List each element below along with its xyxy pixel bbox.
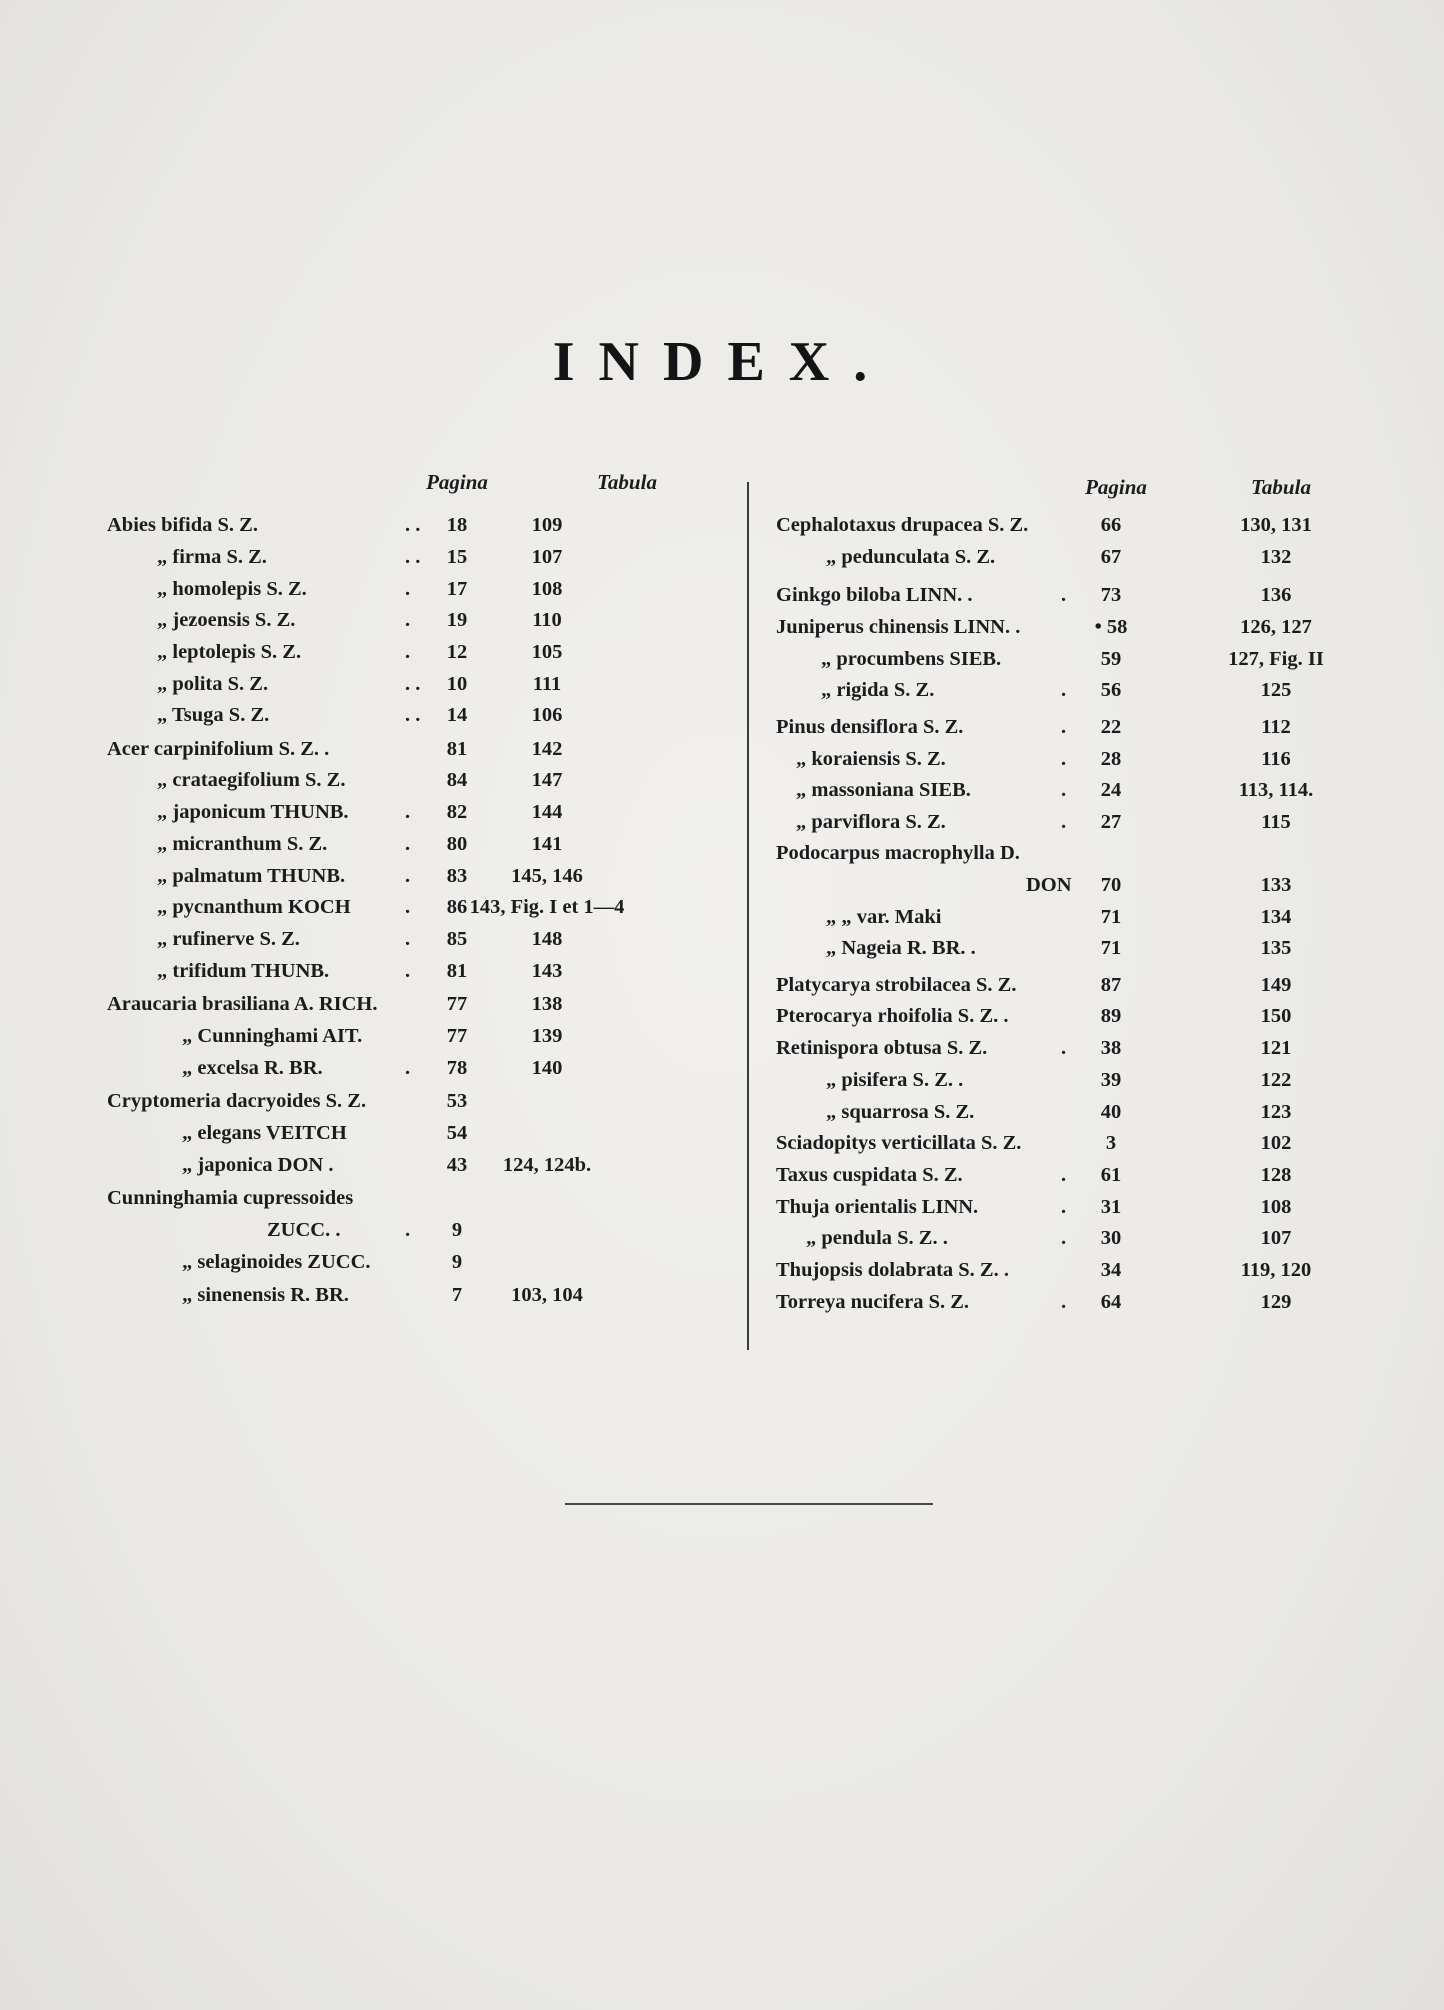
entry-name: Pterocarya rhoifolia S. Z. .: [776, 1005, 1009, 1027]
index-entry: [776, 1033, 1336, 1063]
entry-name: „ firma S. Z.: [157, 546, 267, 568]
entry-leader-dots: .: [405, 896, 411, 918]
entry-leader-dots: .: [405, 1057, 411, 1079]
index-entry: [776, 838, 1336, 868]
entry-pagina: 66: [1100, 514, 1122, 536]
entry-leader-dots: . .: [405, 546, 421, 568]
entry-tabula: 128: [1260, 1164, 1292, 1186]
index-entry: [776, 542, 1336, 572]
index-entry: [107, 892, 727, 922]
index-entry: [776, 933, 1336, 963]
index-entry: [107, 861, 727, 891]
entry-pagina: 78: [446, 1057, 468, 1079]
entry-leader-dots: .: [405, 833, 411, 855]
entry-pagina: 73: [1100, 584, 1122, 606]
entry-name: „ homolepis S. Z.: [157, 578, 307, 600]
index-entry: [776, 1255, 1336, 1285]
index-entry: [776, 1160, 1336, 1190]
entry-tabula: 122: [1260, 1069, 1292, 1091]
index-entry: [776, 1065, 1336, 1095]
entry-tabula: 133: [1260, 874, 1292, 896]
index-entry: [776, 775, 1336, 805]
entry-name: „ pendula S. Z. .: [806, 1227, 948, 1249]
entry-tabula: 126, 127: [1240, 616, 1312, 638]
entry-pagina: 9: [451, 1219, 463, 1241]
entry-leader-dots: .: [405, 928, 411, 950]
index-entry: [107, 797, 727, 827]
entry-tabula: 109: [531, 514, 563, 536]
entry-name: Torreya nucifera S. Z.: [776, 1291, 970, 1313]
entry-leader-dots: . .: [405, 673, 421, 695]
entry-tabula: 143: [531, 960, 563, 982]
header-tabula: Tabula: [1251, 475, 1311, 499]
index-entry: [776, 970, 1336, 1000]
entry-pagina: 77: [446, 1025, 468, 1047]
entry-name: „ koraiensis S. Z.: [796, 748, 946, 770]
entry-tabula: 110: [532, 609, 562, 631]
entry-pagina: 30: [1100, 1227, 1122, 1249]
index-entry: [107, 829, 727, 859]
index-entry: [776, 675, 1336, 705]
index-entry: [107, 1247, 727, 1277]
entry-pagina: 19: [446, 609, 468, 631]
entry-pagina: 24: [1100, 779, 1122, 801]
entry-pagina: 7: [451, 1284, 463, 1306]
entry-tabula: 149: [1260, 974, 1292, 996]
entry-leader-dots: . .: [405, 704, 421, 726]
entry-name: „ procumbens SIEB.: [821, 648, 1002, 670]
entry-tabula: 140: [531, 1057, 563, 1079]
entry-pagina: 77: [446, 993, 468, 1015]
header-pagina: Pagina: [1085, 475, 1147, 499]
entry-name: „ selaginoides ZUCC.: [182, 1251, 371, 1273]
index-entry: [776, 807, 1336, 837]
index-entry: [107, 700, 727, 730]
entry-pagina: 53: [446, 1090, 468, 1112]
entry-pagina: 59: [1100, 648, 1122, 670]
entry-name: Cephalotaxus drupacea S. Z.: [776, 514, 1029, 536]
index-entry: [107, 765, 727, 795]
index-entry: [107, 1021, 727, 1051]
entry-name: Taxus cuspidata S. Z.: [776, 1164, 963, 1186]
entry-pagina: 31: [1100, 1196, 1122, 1218]
entry-name: Sciadopitys verticillata S. Z.: [776, 1132, 1022, 1154]
entry-leader-dots: .: [405, 1219, 411, 1241]
entry-tabula: 144: [531, 801, 563, 823]
index-entry: [107, 989, 727, 1019]
index-entry: [776, 1001, 1336, 1031]
entry-tabula: 143, Fig. I et 1—4: [469, 896, 625, 918]
entry-name: „ palmatum THUNB.: [157, 865, 346, 887]
entry-pagina: 28: [1100, 748, 1122, 770]
entry-tabula: 127, Fig. II: [1228, 648, 1324, 670]
index-entry: [776, 580, 1336, 610]
entry-tabula: 135: [1260, 937, 1292, 959]
index-entry: [776, 1097, 1336, 1127]
index-entry: [107, 542, 727, 572]
page-title: INDEX.: [552, 331, 892, 393]
index-entry: [107, 924, 727, 954]
entry-tabula: 119, 120: [1240, 1259, 1312, 1281]
entry-leader-dots: .: [1061, 811, 1067, 833]
entry-pagina: • 58: [1094, 616, 1128, 638]
index-entry: [107, 1086, 727, 1116]
entry-tabula: 103, 104: [511, 1284, 583, 1306]
index-entry: [107, 1118, 727, 1148]
entry-tabula: 112: [1261, 716, 1291, 738]
entry-leader-dots: .: [1061, 1164, 1067, 1186]
entry-name: „ leptolepis S. Z.: [157, 641, 302, 663]
entry-name: „ excelsa R. BR.: [182, 1057, 323, 1079]
index-entry: [776, 510, 1336, 540]
entry-tabula: 116: [1261, 748, 1291, 770]
index-entry: [107, 1183, 727, 1213]
entry-tabula: 123: [1260, 1101, 1292, 1123]
entry-leader-dots: .: [405, 641, 411, 663]
header-tabula: Tabula: [597, 470, 657, 494]
index-entry: [776, 902, 1336, 932]
entry-tabula: 105: [531, 641, 563, 663]
index-entry: [107, 1280, 727, 1310]
entry-pagina: 18: [446, 514, 468, 536]
index-entry: [776, 1192, 1336, 1222]
entry-tabula: 107: [1260, 1227, 1292, 1249]
entry-tabula: 145, 146: [511, 865, 583, 887]
entry-tabula: 113, 114.: [1238, 779, 1314, 801]
entry-pagina: 70: [1100, 874, 1122, 896]
entry-leader-dots: . .: [405, 514, 421, 536]
bottom-rule: [565, 1503, 933, 1505]
entry-pagina: 9: [451, 1251, 463, 1273]
entry-tabula: 115: [1261, 811, 1291, 833]
index-entry: [776, 712, 1336, 742]
entry-tabula: 142: [531, 738, 563, 760]
entry-name: Acer carpinifolium S. Z. .: [107, 738, 330, 760]
index-entry: [107, 734, 727, 764]
entry-name: ZUCC. .: [267, 1219, 341, 1241]
entry-tabula: 134: [1260, 906, 1292, 928]
index-entry: [107, 956, 727, 986]
entry-name: Podocarpus macrophylla D.: [776, 842, 1020, 864]
entry-leader-dots: .: [1061, 584, 1067, 606]
entry-leader-dots: .: [405, 609, 411, 631]
index-entry: [776, 1287, 1336, 1317]
entry-pagina: 81: [446, 738, 468, 760]
entry-name: „ Nageia R. BR. .: [826, 937, 976, 959]
entry-pagina: 12: [446, 641, 468, 663]
entry-pagina: 84: [446, 769, 468, 791]
entry-pagina: 80: [446, 833, 468, 855]
index-entry: [107, 1150, 727, 1180]
index-entry: [107, 605, 727, 635]
entry-pagina: 85: [446, 928, 468, 950]
index-entry: [776, 744, 1336, 774]
entry-tabula: 102: [1260, 1132, 1292, 1154]
entry-tabula: 111: [532, 673, 562, 695]
entry-leader-dots: .: [405, 801, 411, 823]
entry-tabula: 121: [1260, 1037, 1292, 1059]
entry-tabula: 148: [531, 928, 563, 950]
entry-tabula: 139: [531, 1025, 563, 1047]
entry-tabula: 129: [1260, 1291, 1292, 1313]
entry-leader-dots: .: [405, 960, 411, 982]
entry-name: „ micranthum S. Z.: [157, 833, 328, 855]
entry-pagina: 54: [446, 1122, 468, 1144]
entry-pagina: 43: [446, 1154, 468, 1176]
entry-pagina: 10: [446, 673, 468, 695]
entry-name: Retinispora obtusa S. Z.: [776, 1037, 988, 1059]
entry-name: Abies bifida S. Z.: [107, 514, 258, 536]
entry-leader-dots: .: [1061, 1227, 1067, 1249]
header-pagina: Pagina: [426, 470, 488, 494]
entry-name: „ pisifera S. Z. .: [826, 1069, 964, 1091]
entry-pagina: 56: [1100, 679, 1122, 701]
entry-tabula: 136: [1260, 584, 1292, 606]
entry-leader-dots: .: [1061, 779, 1067, 801]
entry-leader-dots: .: [1061, 716, 1067, 738]
entry-pagina: 3: [1105, 1132, 1117, 1154]
entry-tabula: 108: [1260, 1196, 1292, 1218]
index-entry: [107, 637, 727, 667]
index-entry: [107, 1215, 727, 1245]
entry-pagina: 27: [1100, 811, 1122, 833]
entry-leader-dots: .: [1061, 1037, 1067, 1059]
entry-name: „ massoniana SIEB.: [796, 779, 971, 801]
entry-leader-dots: .: [405, 578, 411, 600]
entry-pagina: 17: [446, 578, 468, 600]
entry-name: „ pycnanthum KOCH: [157, 896, 351, 918]
entry-pagina: 82: [446, 801, 468, 823]
entry-name: „ pedunculata S. Z.: [826, 546, 996, 568]
entry-tabula: 107: [531, 546, 563, 568]
entry-name: Araucaria brasiliana A. RICH.: [107, 993, 378, 1015]
entry-tabula: 138: [531, 993, 563, 1015]
index-entry: [776, 644, 1336, 674]
entry-tabula: 124, 124b.: [502, 1154, 592, 1176]
entry-tabula: 150: [1260, 1005, 1292, 1027]
entry-pagina: 61: [1100, 1164, 1122, 1186]
entry-pagina: 83: [446, 865, 468, 887]
entry-tabula: 106: [531, 704, 563, 726]
entry-pagina: 38: [1100, 1037, 1122, 1059]
entry-name: Platycarya strobilacea S. Z.: [776, 974, 1017, 996]
entry-leader-dots: .: [405, 865, 411, 887]
entry-name: Cunninghamia cupressoides: [107, 1187, 354, 1209]
entry-tabula: 130, 131: [1240, 514, 1312, 536]
entry-name: „ jezoensis S. Z.: [157, 609, 296, 631]
entry-name: „ japonicum THUNB.: [157, 801, 349, 823]
entry-tabula: 132: [1260, 546, 1292, 568]
entry-name: Cryptomeria dacryoides S. Z.: [107, 1090, 367, 1112]
entry-name: „ polita S. Z.: [157, 673, 269, 695]
entry-pagina: 71: [1100, 906, 1122, 928]
entry-name: „ japonica DON .: [182, 1154, 334, 1176]
entry-name: Thujopsis dolabrata S. Z. .: [776, 1259, 1009, 1281]
index-entry: [776, 612, 1336, 642]
entry-pagina: 81: [446, 960, 468, 982]
entry-name: „ squarrosa S. Z.: [826, 1101, 975, 1123]
entry-pagina: 86: [446, 896, 468, 918]
entry-leader-dots: .: [1061, 748, 1067, 770]
entry-name: „ Cunninghami AIT.: [182, 1025, 363, 1047]
entry-pagina: 64: [1100, 1291, 1122, 1313]
entry-pagina: 40: [1100, 1101, 1122, 1123]
entry-pagina: 14: [446, 704, 468, 726]
entry-name: „ rufinerve S. Z.: [157, 928, 300, 950]
index-entry: [776, 1223, 1336, 1253]
entry-name: „ Tsuga S. Z.: [157, 704, 270, 726]
index-entry: [107, 574, 727, 604]
index-entry: [107, 669, 727, 699]
index-entry: [776, 1128, 1336, 1158]
entry-leader-dots: .: [1061, 1196, 1067, 1218]
entry-leader-dots: .: [1061, 679, 1067, 701]
entry-name: Thuja orientalis LINN.: [776, 1196, 979, 1218]
entry-name: Pinus densiflora S. Z.: [776, 716, 964, 738]
entry-pagina: 39: [1100, 1069, 1122, 1091]
entry-name: „ rigida S. Z.: [821, 679, 935, 701]
entry-name: Ginkgo biloba LINN. .: [776, 584, 973, 606]
entry-tabula: 108: [531, 578, 563, 600]
entry-name: „ trifidum THUNB.: [157, 960, 330, 982]
entry-pagina: 89: [1100, 1005, 1122, 1027]
index-entry: [107, 510, 727, 540]
entry-name: DON: [1026, 874, 1072, 896]
column-divider: [747, 482, 749, 1350]
entry-pagina: 15: [446, 546, 468, 568]
entry-name: Juniperus chinensis LINN. .: [776, 616, 1021, 638]
entry-tabula: 147: [531, 769, 563, 791]
entry-pagina: 87: [1100, 974, 1122, 996]
index-entry: [776, 870, 1336, 900]
entry-pagina: 71: [1100, 937, 1122, 959]
entry-leader-dots: .: [1061, 1291, 1067, 1313]
entry-name: „ sinenensis R. BR.: [182, 1284, 349, 1306]
entry-pagina: 22: [1100, 716, 1122, 738]
entry-pagina: 67: [1100, 546, 1122, 568]
entry-name: „ parviflora S. Z.: [796, 811, 946, 833]
index-entry: [107, 1053, 727, 1083]
entry-name: „ elegans VEITCH: [182, 1122, 347, 1144]
entry-name: „ „ var. Maki: [826, 906, 942, 928]
entry-pagina: 34: [1100, 1259, 1122, 1281]
entry-name: „ crataegifolium S. Z.: [157, 769, 346, 791]
entry-tabula: 125: [1260, 679, 1292, 701]
entry-tabula: 141: [531, 833, 563, 855]
